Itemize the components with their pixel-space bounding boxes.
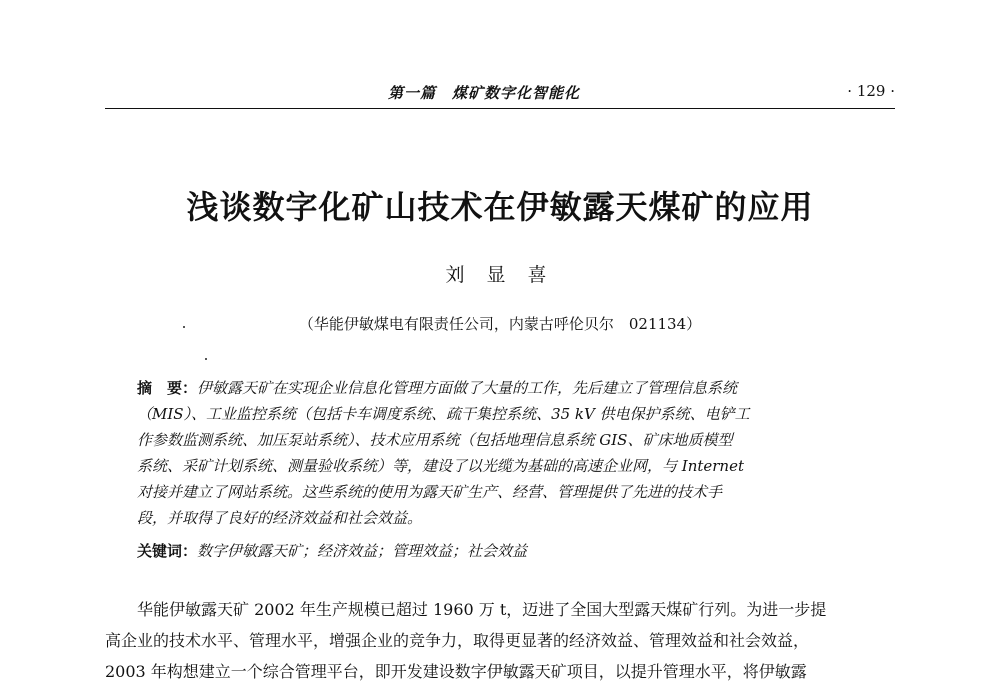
abstract-line: 段，并取得了良好的经济效益和社会效益。 (137, 509, 423, 527)
body-text (105, 594, 895, 687)
header-rule (105, 108, 895, 109)
keywords-label: 关键词： (137, 542, 198, 560)
abstract-label: 摘 要： (137, 379, 198, 397)
body-line: 2003 年构想建立一个综合管理平台，即开发建设数字伊敏露天矿项目，以提升管理水平，将伊敏露 (105, 662, 807, 681)
running-title: 第一篇 煤矿数字化智能化 (388, 84, 581, 102)
abstract-line (137, 375, 877, 401)
abstract-text: 伊敏露天矿在实现企业信息化管理方面做了大量的工作，先后建立了管理信息系统 (197, 379, 738, 397)
page-number: · 129 · (847, 82, 895, 100)
author: 刘 显 喜 (445, 264, 555, 286)
paper-title: 浅谈数字化矿山技术在伊敏露天煤矿的应用 (186, 188, 814, 226)
scan-speck (183, 326, 185, 328)
body-line: 华能伊敏露天矿 2002 年生产规模已超过 1960 万 t，迈进了全国大型露天煤矿行列。为进一步提 (137, 600, 827, 619)
abstract-line: 对接并建立了网站系统。这些系统的使用为露天矿生产、经营、管理提供了先进的技术手 (137, 483, 723, 501)
abstract (137, 375, 877, 531)
scan-speck (205, 358, 207, 360)
keywords-text: 数字伊敏露天矿；经济效益；管理效益；社会效益 (197, 542, 528, 560)
abstract-line: 作参数监测系统、加压泵站系统）、技术应用系统（包括地理信息系统 GIS、矿床地质模型 (137, 431, 733, 449)
abstract-line: 系统、采矿计划系统、测量验收系统）等，建设了以光缆为基础的高速企业网，与 Internet (137, 457, 744, 475)
abstract-line: （MIS）、工业监控系统（包括卡车调度系统、疏干集控系统、35 kV 供电保护系统、电铲工 (137, 405, 750, 423)
keywords (137, 540, 527, 561)
affiliation: （华能伊敏煤电有限责任公司，内蒙古呼伦贝尔 021134） (298, 315, 702, 333)
running-header (105, 82, 895, 108)
body-line: 高企业的技术水平、管理水平，增强企业的竞争力，取得更显著的经济效益、管理效益和社会效益， (105, 631, 810, 650)
